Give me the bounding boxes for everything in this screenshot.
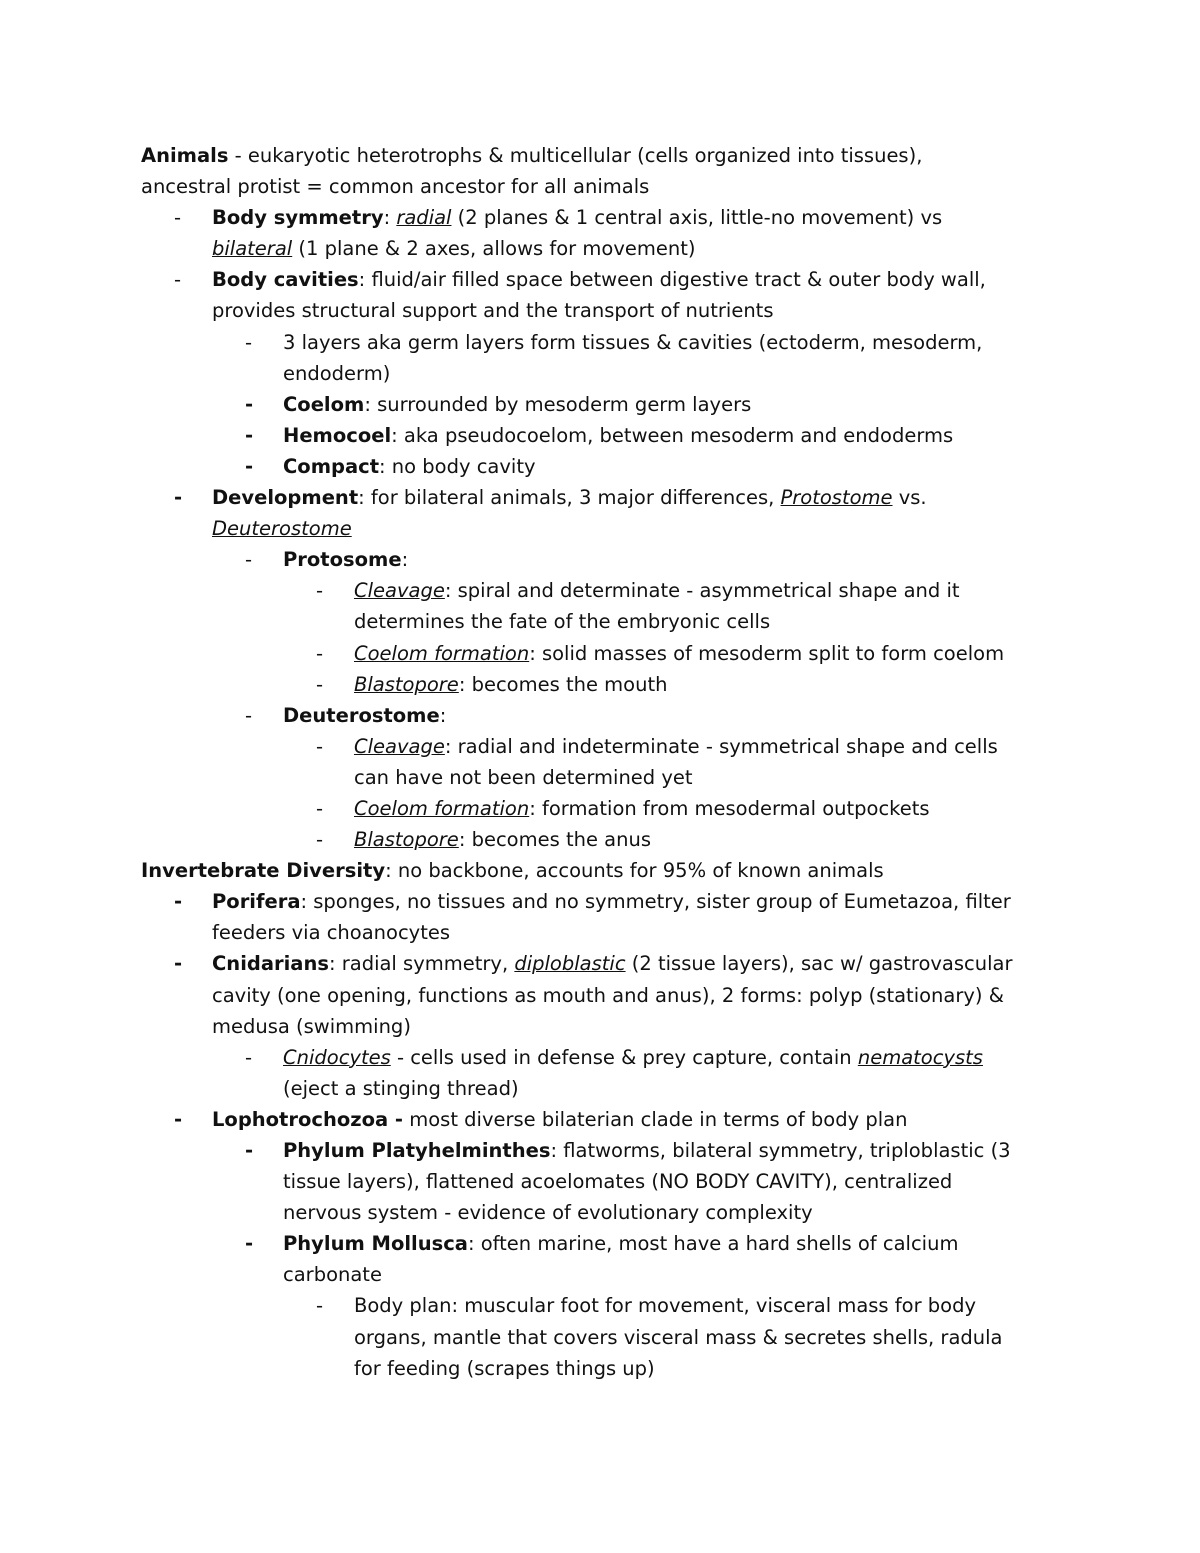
notes-body bbox=[141, 140, 1081, 1384]
text-run: (2 planes & 1 central axis, little-no movement) vs bbox=[451, 206, 943, 230]
bullet-item-level-1 bbox=[141, 948, 1081, 979]
text-run: ancestral protist = common ancestor for all animals bbox=[141, 175, 650, 199]
text-run: tissue layers), flattened acoelomates (NO BODY CAVITY), centralized bbox=[283, 1170, 953, 1194]
text-run: : radial symmetry, bbox=[328, 952, 515, 976]
bullet-dash: - bbox=[174, 486, 183, 510]
bullet-item-level-2 bbox=[141, 700, 1081, 731]
bold-term: Phylum Platyhelminthes bbox=[283, 1139, 551, 1162]
text-run: carbonate bbox=[283, 1263, 382, 1287]
note-line-continuation bbox=[141, 1353, 1081, 1384]
bullet-dash: - bbox=[316, 1294, 324, 1318]
bullet-dash: - bbox=[174, 268, 182, 292]
text-run: can have not been determined yet bbox=[354, 765, 693, 789]
bullet-dash: - bbox=[245, 1139, 254, 1162]
text-run: : formation from mesodermal outpockets bbox=[529, 796, 930, 820]
text-run: most diverse bilaterian clade in terms of body plan bbox=[403, 1107, 908, 1131]
text-run: : for bilateral animals, 3 major differences, bbox=[358, 486, 781, 510]
emphasized-term: Blastopore bbox=[354, 828, 459, 852]
text-run: (2 tissue layers), sac w/ gastrovascular bbox=[625, 952, 1013, 976]
bullet-item-level-3 bbox=[141, 824, 1081, 855]
bullet-item-level-3 bbox=[141, 669, 1081, 700]
text-run: : no body cavity bbox=[379, 454, 536, 478]
note-line-continuation bbox=[141, 762, 1081, 793]
bullet-item-level-2 bbox=[141, 327, 1081, 358]
text-run: : becomes the anus bbox=[458, 828, 651, 852]
emphasized-term: bilateral bbox=[212, 237, 293, 261]
text-run: (1 plane & 2 axes, allows for movement) bbox=[292, 237, 696, 261]
bold-term: Cnidarians bbox=[212, 952, 329, 976]
heading-line bbox=[141, 140, 1081, 171]
emphasized-term: diploblastic bbox=[514, 952, 626, 976]
note-line-continuation bbox=[141, 358, 1081, 389]
bold-term: Invertebrate Diversity bbox=[141, 859, 386, 883]
text-run: (eject a stinging thread) bbox=[283, 1076, 519, 1100]
note-line-continuation bbox=[141, 513, 1081, 544]
emphasized-term: Cnidocytes bbox=[283, 1045, 391, 1069]
bold-term: Hemocoel bbox=[283, 423, 392, 447]
bold-term: Body cavities bbox=[212, 268, 359, 292]
bullet-dash: - bbox=[316, 579, 324, 603]
bullet-item-level-2 bbox=[141, 1042, 1081, 1073]
note-line-continuation bbox=[141, 233, 1081, 264]
bullet-dash: - bbox=[316, 734, 324, 758]
bullet-item-level-2 bbox=[141, 1135, 1081, 1166]
text-run: - cells used in defense & prey capture, contain bbox=[390, 1045, 858, 1069]
note-line-continuation bbox=[141, 1322, 1081, 1353]
text-run: : sponges, no tissues and no symmetry, sister group of Eumetazoa, filter bbox=[300, 890, 1011, 914]
note-line-continuation bbox=[141, 980, 1081, 1011]
text-run: 3 layers aka germ layers form tissues & cavities (ectoderm, mesoderm, bbox=[283, 330, 983, 354]
text-run: : spiral and determinate - asymmetrical shape and it bbox=[444, 579, 960, 603]
bullet-dash: - bbox=[245, 548, 253, 572]
bullet-dash: - bbox=[174, 952, 183, 976]
emphasized-term: Coelom formation bbox=[354, 641, 530, 665]
heading-line bbox=[141, 855, 1081, 886]
bold-term: Coelom bbox=[283, 392, 365, 416]
bullet-dash: - bbox=[245, 392, 254, 416]
text-run: - eukaryotic heterotrophs & multicellular (cells organized into tissues), bbox=[228, 144, 923, 167]
note-line-continuation bbox=[141, 1197, 1081, 1228]
bold-term: Porifera bbox=[212, 890, 301, 914]
bullet-item-level-3 bbox=[141, 1290, 1081, 1321]
bullet-dash: - bbox=[174, 206, 182, 230]
bold-term: Lophotrochozoa - bbox=[212, 1107, 404, 1131]
note-line-continuation bbox=[141, 1011, 1081, 1042]
bullet-item-level-1 bbox=[141, 264, 1081, 295]
bullet-dash: - bbox=[245, 330, 253, 354]
emphasized-term: Cleavage bbox=[354, 579, 445, 603]
text-run: : becomes the mouth bbox=[458, 672, 668, 696]
bullet-item-level-2 bbox=[141, 420, 1081, 451]
emphasized-term: Protostome bbox=[780, 486, 893, 510]
emphasized-term: nematocysts bbox=[857, 1045, 983, 1069]
bullet-item-level-3 bbox=[141, 793, 1081, 824]
text-run: cavity (one opening, functions as mouth and anus), 2 forms: polyp (stationary) & bbox=[212, 983, 1004, 1007]
note-line-continuation bbox=[141, 917, 1081, 948]
note-line-continuation bbox=[141, 1073, 1081, 1104]
text-run: : solid masses of mesoderm split to form coelom bbox=[529, 641, 1005, 665]
emphasized-term: radial bbox=[396, 206, 452, 230]
text-run: : bbox=[401, 548, 409, 572]
emphasized-term: Deuterostome bbox=[212, 517, 352, 541]
bullet-dash: - bbox=[316, 672, 324, 696]
bullet-dash: - bbox=[245, 1232, 254, 1256]
bold-term: Protosome bbox=[283, 548, 402, 572]
bullet-item-level-1 bbox=[141, 1104, 1081, 1135]
emphasized-term: Blastopore bbox=[354, 672, 459, 696]
text-run: for feeding (scrapes things up) bbox=[354, 1356, 655, 1380]
bold-term: Development bbox=[212, 486, 359, 510]
bold-term: Body symmetry bbox=[212, 206, 384, 230]
bullet-dash: - bbox=[174, 1107, 183, 1131]
text-run: : aka pseudocoelom, between mesoderm and endoderms bbox=[391, 423, 954, 447]
text-run: : bbox=[439, 703, 447, 727]
text-run: : flatworms, bilateral symmetry, triploblastic (3 bbox=[550, 1139, 1011, 1162]
bold-term: Compact bbox=[283, 454, 380, 478]
text-run: : often marine, most have a hard shells of calcium bbox=[467, 1232, 959, 1256]
bullet-item-level-3 bbox=[141, 575, 1081, 606]
text-run: : bbox=[383, 206, 397, 230]
bullet-item-level-1 bbox=[141, 202, 1081, 233]
text-run: nervous system - evidence of evolutionary complexity bbox=[283, 1201, 813, 1225]
bullet-dash: - bbox=[316, 796, 324, 820]
text-run: provides structural support and the transport of nutrients bbox=[212, 299, 774, 323]
text-run: Body plan: muscular foot for movement, visceral mass for body bbox=[354, 1294, 977, 1318]
bullet-item-level-2 bbox=[141, 451, 1081, 482]
text-run: : no backbone, accounts for 95% of known animals bbox=[385, 859, 884, 883]
bullet-dash: - bbox=[245, 703, 253, 727]
bullet-item-level-3 bbox=[141, 731, 1081, 762]
bold-term: Animals bbox=[141, 144, 229, 167]
bullet-dash: - bbox=[316, 828, 324, 852]
text-run: : radial and indeterminate - symmetrical shape and cells bbox=[444, 734, 998, 758]
bullet-item-level-1 bbox=[141, 886, 1081, 917]
text-run: vs. bbox=[892, 486, 927, 510]
bullet-item-level-1 bbox=[141, 482, 1081, 513]
bold-term: Deuterostome bbox=[283, 703, 440, 727]
bullet-item-level-3 bbox=[141, 638, 1081, 669]
note-line-continuation bbox=[141, 1166, 1081, 1197]
note-line-continuation bbox=[141, 171, 1081, 202]
bullet-dash: - bbox=[245, 423, 254, 447]
bullet-dash: - bbox=[174, 890, 183, 914]
bullet-item-level-2 bbox=[141, 544, 1081, 575]
bullet-dash: - bbox=[245, 1045, 253, 1069]
bullet-dash: - bbox=[316, 641, 324, 665]
bullet-item-level-2 bbox=[141, 1228, 1081, 1259]
bullet-item-level-2 bbox=[141, 389, 1081, 420]
text-run: determines the fate of the embryonic cells bbox=[354, 610, 771, 634]
text-run: : fluid/air filled space between digestive tract & outer body wall, bbox=[358, 268, 986, 292]
text-run: feeders via choanocytes bbox=[212, 921, 451, 945]
text-run: : surrounded by mesoderm germ layers bbox=[364, 392, 752, 416]
bold-term: Phylum Mollusca bbox=[283, 1232, 468, 1256]
emphasized-term: Cleavage bbox=[354, 734, 445, 758]
text-run: organs, mantle that covers visceral mass & secretes shells, radula bbox=[354, 1325, 1003, 1349]
note-line-continuation bbox=[141, 1259, 1081, 1290]
emphasized-term: Coelom formation bbox=[354, 796, 530, 820]
note-line-continuation bbox=[141, 606, 1081, 637]
note-line-continuation bbox=[141, 295, 1081, 326]
text-run: medusa (swimming) bbox=[212, 1014, 411, 1038]
bullet-dash: - bbox=[245, 454, 254, 478]
text-run: endoderm) bbox=[283, 361, 391, 385]
